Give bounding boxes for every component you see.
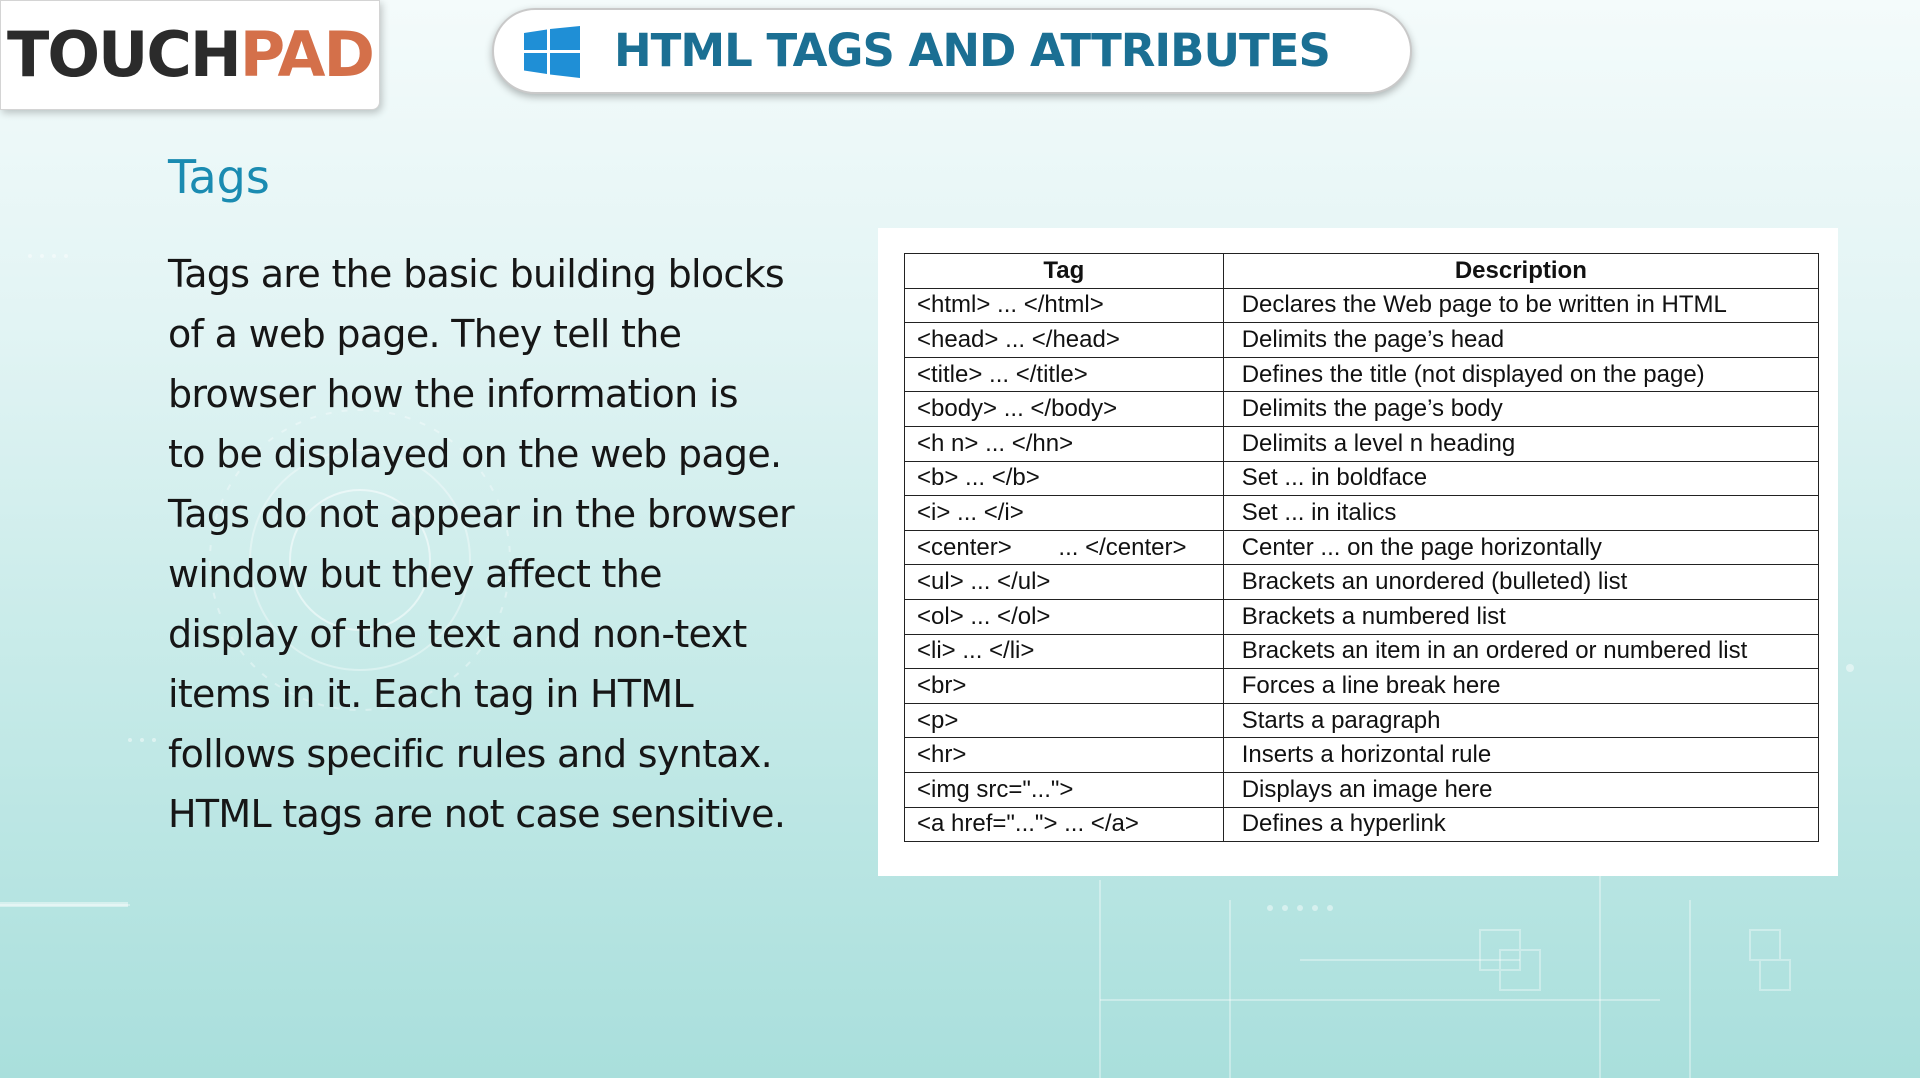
paragraph-line: display of the text and non-text xyxy=(168,612,747,656)
column-header-description: Description xyxy=(1223,254,1818,289)
tag-cell: <br> xyxy=(905,669,1224,704)
table-row xyxy=(905,703,1819,738)
description-cell: Brackets a numbered list xyxy=(1223,599,1818,634)
tag-cell: <ol> ... </ol> xyxy=(905,599,1224,634)
table-row xyxy=(905,392,1819,427)
table-row xyxy=(905,738,1819,773)
table-row xyxy=(905,323,1819,358)
table-row xyxy=(905,807,1819,842)
tag-cell: <title> ... </title> xyxy=(905,357,1224,392)
description-cell: Delimits a level n heading xyxy=(1223,426,1818,461)
tag-cell: <p> xyxy=(905,703,1224,738)
table-row xyxy=(905,772,1819,807)
tags-table xyxy=(904,253,1819,842)
tag-cell: <html> ... </html> xyxy=(905,288,1224,323)
description-cell: Delimits the page’s body xyxy=(1223,392,1818,427)
description-cell: Starts a paragraph xyxy=(1223,703,1818,738)
tags-description-paragraph xyxy=(168,244,848,844)
tag-cell: <li> ... </li> xyxy=(905,634,1224,669)
title-banner xyxy=(492,8,1412,94)
description-cell: Delimits the page’s head xyxy=(1223,323,1818,358)
touchpad-logo xyxy=(0,0,380,110)
paragraph-line: of a web page. They tell the xyxy=(168,312,682,356)
page-title: HTML TAGS AND ATTRIBUTES xyxy=(614,24,1330,77)
table-row xyxy=(905,530,1819,565)
tag-cell: <hr> xyxy=(905,738,1224,773)
table-row xyxy=(905,565,1819,600)
description-cell: Declares the Web page to be written in HTML xyxy=(1223,288,1818,323)
tag-cell: <img src="..."> xyxy=(905,772,1224,807)
paragraph-line: to be displayed on the web page. xyxy=(168,432,782,476)
windows-logo-icon xyxy=(524,26,580,78)
description-cell: Displays an image here xyxy=(1223,772,1818,807)
tag-cell: <b> ... </b> xyxy=(905,461,1224,496)
description-cell: Brackets an item in an ordered or numbered list xyxy=(1223,634,1818,669)
table-row xyxy=(905,461,1819,496)
description-cell: Set ... in boldface xyxy=(1223,461,1818,496)
tag-cell: <center> ... </center> xyxy=(905,530,1224,565)
description-cell: Center ... on the page horizontally xyxy=(1223,530,1818,565)
tag-cell: <body> ... </body> xyxy=(905,392,1224,427)
paragraph-line: browser how the information is xyxy=(168,372,738,416)
tag-cell: <i> ... </i> xyxy=(905,496,1224,531)
logo-wordmark xyxy=(7,18,373,91)
description-cell: Brackets an unordered (bulleted) list xyxy=(1223,565,1818,600)
tag-cell: <h n> ... </hn> xyxy=(905,426,1224,461)
paragraph-line: HTML tags are not case sensitive. xyxy=(168,792,786,836)
table-header-row xyxy=(905,254,1819,289)
table-row xyxy=(905,599,1819,634)
table-row xyxy=(905,496,1819,531)
tag-cell: <a href="..."> ... </a> xyxy=(905,807,1224,842)
logo-touch-text: TOUCH xyxy=(7,18,240,91)
paragraph-line: items in it. Each tag in HTML xyxy=(168,672,693,716)
tag-cell: <ul> ... </ul> xyxy=(905,565,1224,600)
description-cell: Set ... in italics xyxy=(1223,496,1818,531)
paragraph-line: Tags are the basic building blocks xyxy=(168,252,785,296)
column-header-tag: Tag xyxy=(905,254,1224,289)
paragraph-line: Tags do not appear in the browser xyxy=(168,492,794,536)
description-cell: Forces a line break here xyxy=(1223,669,1818,704)
table-row xyxy=(905,357,1819,392)
table-row xyxy=(905,288,1819,323)
table-row xyxy=(905,426,1819,461)
section-heading: Tags xyxy=(168,150,270,204)
paragraph-line: follows specific rules and syntax. xyxy=(168,732,773,776)
tags-table-card xyxy=(878,228,1838,876)
tag-cell: <head> ... </head> xyxy=(905,323,1224,358)
table-row xyxy=(905,634,1819,669)
description-cell: Inserts a horizontal rule xyxy=(1223,738,1818,773)
description-cell: Defines the title (not displayed on the page) xyxy=(1223,357,1818,392)
paragraph-line: window but they affect the xyxy=(168,552,662,596)
logo-pad-text: PAD xyxy=(239,18,373,91)
table-row xyxy=(905,669,1819,704)
description-cell: Defines a hyperlink xyxy=(1223,807,1818,842)
